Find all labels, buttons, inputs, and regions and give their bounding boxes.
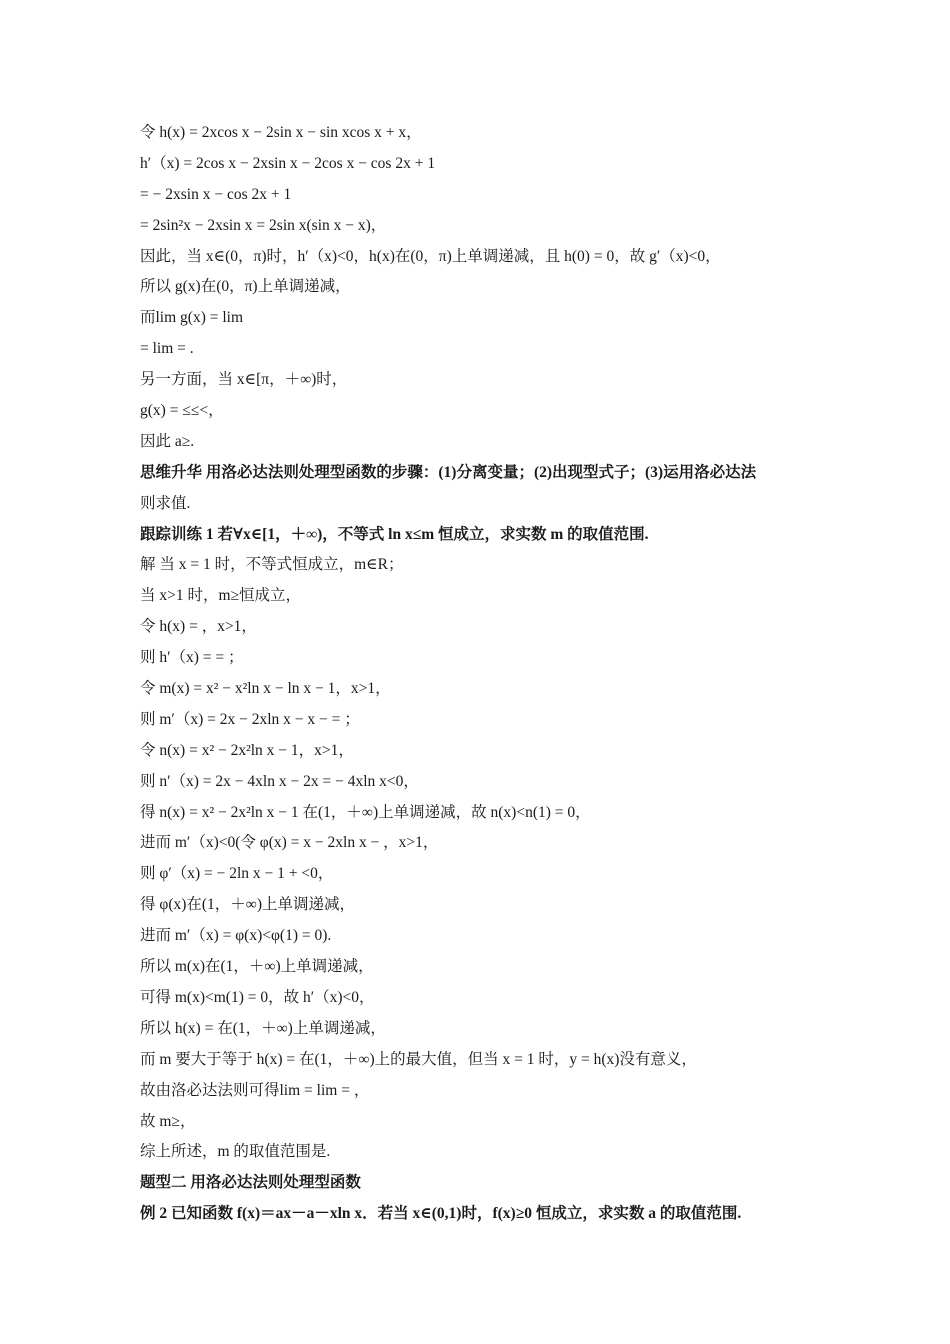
text-line: 令 h(x) = 2xcos x − 2sin x − sin xcos x + x， (140, 124, 422, 141)
text-line: 令 m(x) = x² − x²ln x − ln x − 1，x>1， (140, 680, 391, 698)
text-line: h′（x) = 2cos x − 2xsin x − 2cos x − cos 2x + 1 (140, 154, 436, 172)
text-line: = 2sin²x − 2xsin x = 2sin x(sin x − x)， (140, 216, 387, 234)
text-line: 则 h′（x) = = ； (140, 649, 244, 667)
text-line: g(x) = ≤≤<， (140, 402, 224, 420)
text-line: 则 m′（x) = 2x − 2xln x − x − = ； (140, 710, 360, 728)
text-line: 进而 m′（x)<0(令 φ(x) = x − 2xln x − ，x>1， (140, 834, 439, 852)
section-heading-line: 题型二 用洛必达法则处理型函数 (140, 1174, 361, 1192)
text-line: 令 n(x) = x² − 2x²ln x − 1，x>1， (140, 741, 354, 759)
text-line: 所以 m(x)在(1，＋∞)上单调递减， (140, 958, 374, 976)
text-line: 令 h(x) = ，x>1， (140, 618, 257, 636)
document-body (140, 118, 820, 1230)
example-heading-line: 例 2 已知函数 f(x)＝ax－a－xln x．若当 x∈(0,1)时，f(x)≥0 恒成立，求实数 a 的取值范围. (140, 1205, 742, 1223)
text-line: = − 2xsin x − cos 2x + 1 (140, 185, 292, 203)
text-line: 当 x>1 时，m≥恒成立， (140, 587, 302, 605)
text-line: 得 n(x) = x² − 2x²ln x − 1 在(1，＋∞)上单调递减，故 n(x)<n(1) = 0， (140, 803, 591, 821)
text-line: 另一方面，当 x∈[π，＋∞)时， (140, 371, 348, 389)
text-line: 故 m≥， (140, 1112, 196, 1130)
text-line: 因此，当 x∈(0，π)时，h′（x)<0，h(x)在(0，π)上单调递减，且 h(0) = 0，故 g′（x)<0， (140, 247, 721, 265)
solution-line: 解 当 x = 1 时，不等式恒成立，m∈R； (140, 556, 404, 574)
text-line: 所以 h(x) = 在(1，＋∞)上单调递减， (140, 1019, 386, 1037)
text-line: 而lim g(x) = lim (140, 309, 244, 327)
text-line: 综上所述，m 的取值范围是. (140, 1143, 331, 1161)
text-line: 因此 a≥. (140, 432, 195, 450)
text-line: 则 φ′（x) = − 2ln x − 1 + <0， (140, 865, 334, 883)
text-line: 得 φ(x)在(1，＋∞)上单调递减， (140, 896, 356, 914)
exercise-heading-line: 跟踪训练 1 若∀x∈[1，＋∞)，不等式 ln x≤m 恒成立，求实数 m 的取值范围. (140, 525, 649, 543)
text-line: 则 n′（x) = 2x − 4xln x − 2x = − 4xln x<0， (140, 772, 419, 790)
text-line: 则求值. (140, 494, 191, 512)
text-line: 可得 m(x)<m(1) = 0，故 h′（x)<0， (140, 988, 375, 1006)
text-line: 故由洛必达法则可得lim = lim = ， (140, 1081, 370, 1099)
text-line: = lim = . (140, 340, 194, 358)
text-line: 进而 m′（x) = φ(x)<φ(1) = 0). (140, 927, 332, 945)
text-line: 而 m 要大于等于 h(x) = 在(1，＋∞)上的最大值，但当 x = 1 时，y = h(x)没有意义， (140, 1050, 697, 1068)
summary-heading-line: 思维升华 用洛必达法则处理型函数的步骤：(1)分离变量；(2)出现型式子；(3)运用洛必达法 (140, 463, 757, 481)
text-line: 所以 g(x)在(0，π)上单调递减， (140, 278, 351, 296)
